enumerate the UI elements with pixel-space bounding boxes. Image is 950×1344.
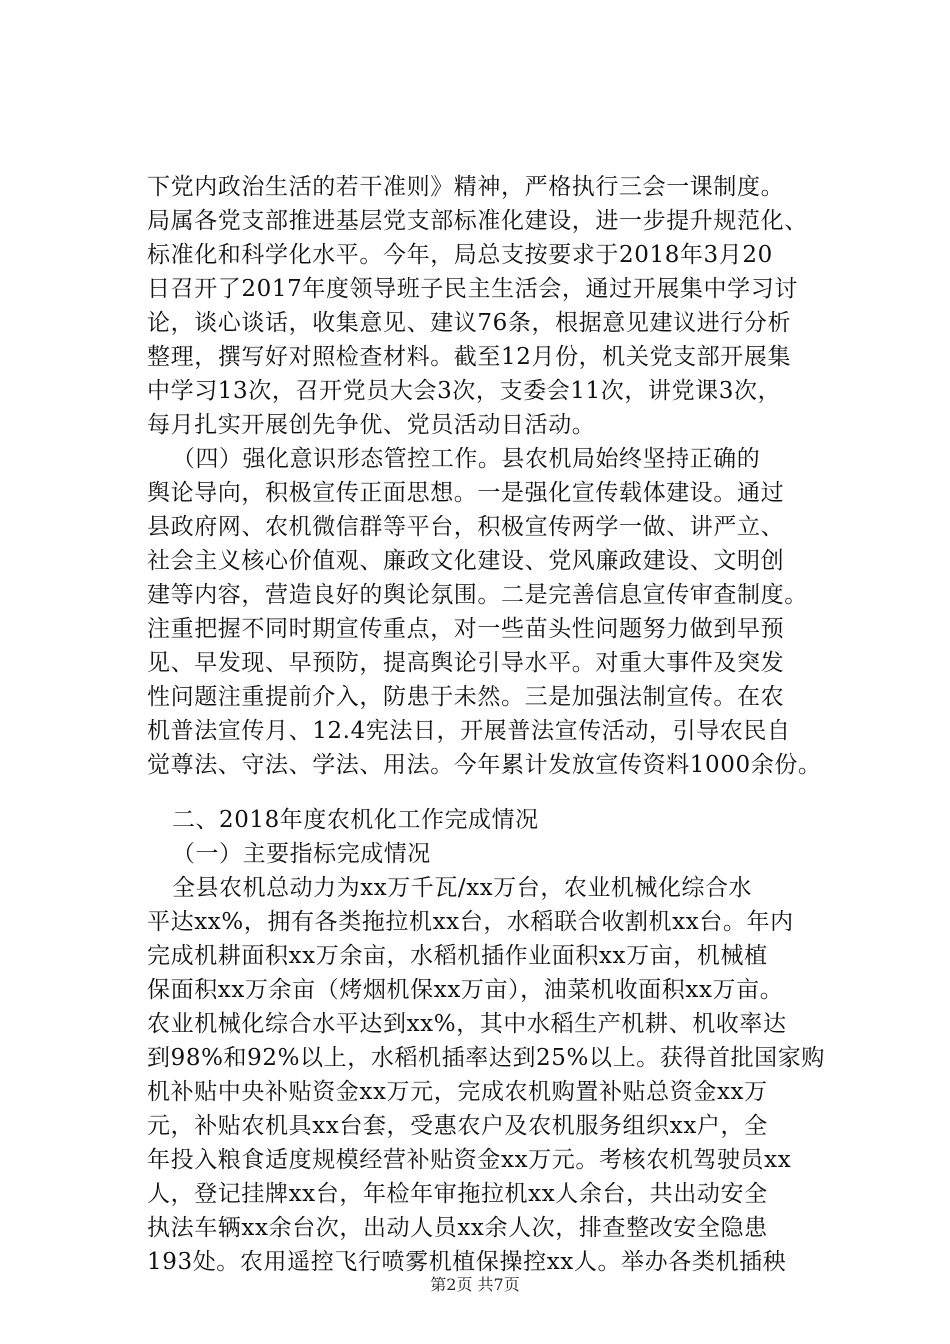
body-text-line: 下党内政治生活的若干准则》精神，严格执行三会一课制度。 <box>147 174 785 200</box>
body-text-line: 农业机械化综合水平达到xx%，其中水稻生产机耕、机收率达 <box>147 1011 787 1037</box>
subsection-heading: （一）主要指标完成情况 <box>172 841 431 867</box>
body-text-line: 执法车辆xx余台次，出动人员xx余人次，排查整改安全隐患 <box>147 1215 768 1241</box>
paragraph-start-line: 全县农机总动力为xx万千瓦/xx万台，农业机械化综合水 <box>172 875 753 901</box>
body-text-line: 完成机耕面积xx万余亩，水稻机插作业面积xx万亩，机械植 <box>147 943 768 969</box>
body-text-line: 中学习13次，召开党员大会3次，支委会11次，讲党课3次， <box>147 378 782 404</box>
body-text-line: 社会主义核心价值观、廉政文化建设、党风廉政建设、文明创 <box>147 548 785 574</box>
body-text-line: 局属各党支部推进基层党支部标准化建设，进一步提升规范化、 <box>147 208 808 234</box>
body-text-line: 标准化和科学化水平。今年，局总支按要求于2018年3月20 <box>147 242 773 268</box>
body-text-line: 性问题注重提前介入，防患于未然。三是加强法制宣传。在农 <box>147 684 785 710</box>
body-text-line: 保面积xx万余亩（烤烟机保xx万亩），油菜机收面积xx万亩。 <box>147 977 784 1003</box>
body-text-line: 到98%和92%以上，水稻机插率达到25%以上。获得首批国家购 <box>147 1045 825 1071</box>
body-text-line: 注重把握不同时期宣传重点，对一些苗头性问题努力做到早预 <box>147 616 785 642</box>
body-text-line: 论，谈心谈话，收集意见、建议76条，根据意见建议进行分析 <box>147 310 792 336</box>
body-text-line: 见、早发现、早预防，提高舆论引导水平。对重大事件及突发 <box>147 650 785 676</box>
body-text-line: 县政府网、农机微信群等平台，积极宣传两学一做、讲严立、 <box>147 514 785 540</box>
body-text-line: 觉尊法、守法、学法、用法。今年累计发放宣传资料1000余份。 <box>147 752 822 778</box>
body-text-line: 机普法宣传月、12.4宪法日，开展普法宣传活动，引导农民自 <box>147 718 791 744</box>
body-text-line: 日召开了2017年度领导班子民主生活会，通过开展集中学习讨 <box>147 276 798 302</box>
body-text-line: 每月扎实开展创先争优、党员活动日活动。 <box>147 412 596 438</box>
body-text-line: 193处。农用遥控飞行喷雾机植保操控xx人。举办各类机插秧 <box>147 1249 787 1275</box>
body-text-line: 元，补贴农机具xx台套，受惠农户及农机服务组织xx户，全 <box>147 1113 768 1139</box>
body-text-line: 平达xx%，拥有各类拖拉机xx台，水稻联合收割机xx台。年内 <box>147 909 794 935</box>
page-number-footer: 第2页 共7页 <box>430 1275 520 1294</box>
body-text-line: 年投入粮食适度规模经营补贴资金xx万元。考核农机驾驶员xx <box>147 1147 792 1173</box>
body-text-line: 建等内容，营造良好的舆论氛围。二是完善信息宣传审查制度。 <box>147 582 808 608</box>
paragraph-start-line: （四）强化意识形态管控工作。县农机局始终坚持正确的 <box>172 446 761 472</box>
section-heading: 二、2018年度农机化工作完成情况 <box>172 807 539 833</box>
body-text-line: 机补贴中央补贴资金xx万元，完成农机购置补贴总资金xx万 <box>147 1079 768 1105</box>
body-text-line: 舆论导向，积极宣传正面思想。一是强化宣传载体建设。通过 <box>147 480 785 506</box>
body-text-line: 整理，撰写好对照检查材料。截至12月份，机关党支部开展集 <box>147 344 792 370</box>
body-text-line: 人，登记挂牌xx台，年检年审拖拉机xx人余台，共出动安全 <box>147 1181 768 1207</box>
